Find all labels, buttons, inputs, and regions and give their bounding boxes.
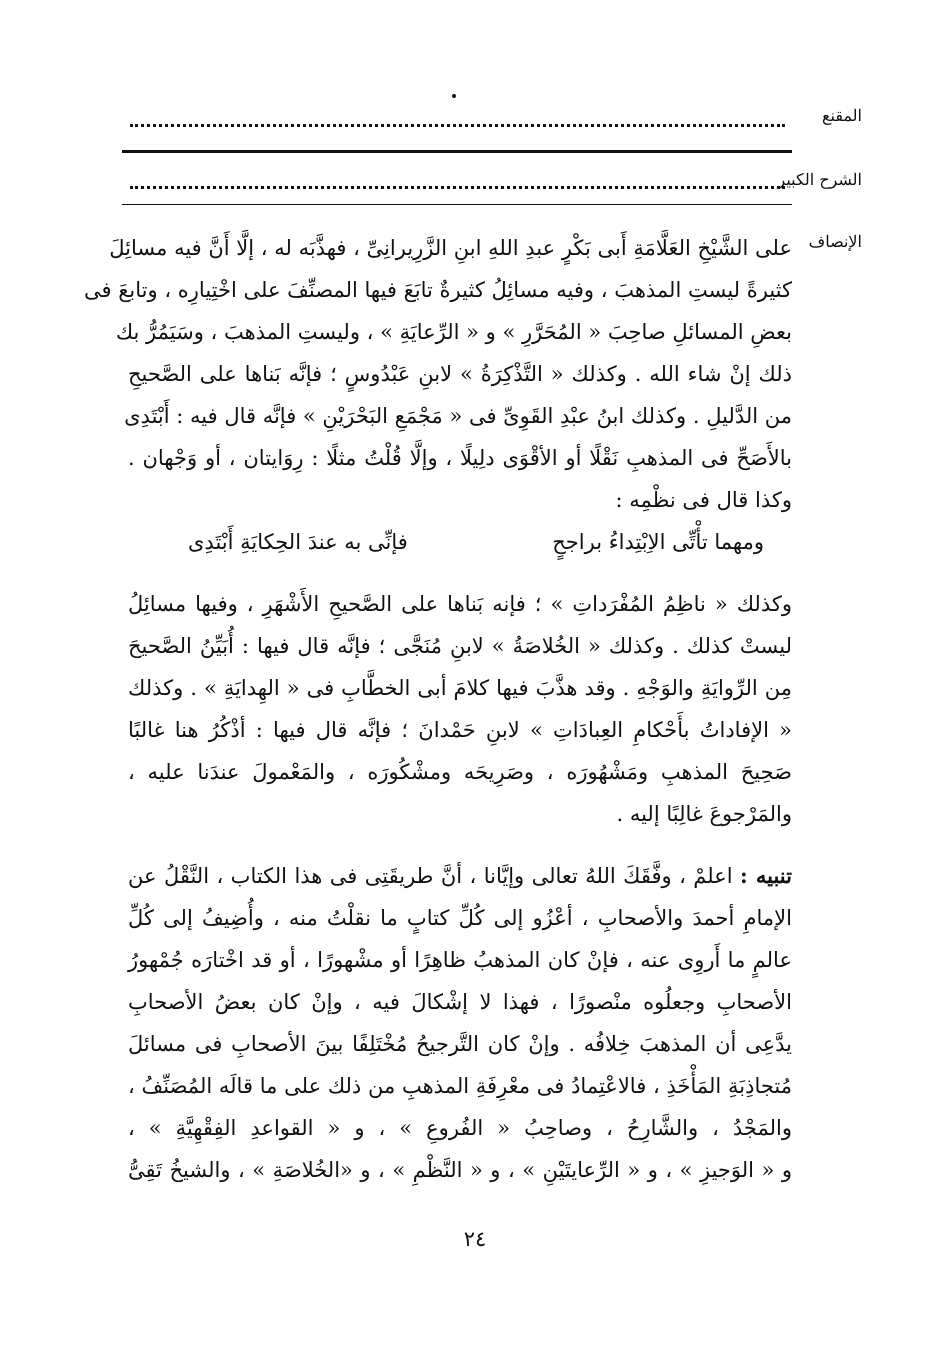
thick-divider <box>122 150 792 153</box>
text-line: وكذا قال فى نظْمِه : <box>615 488 792 512</box>
text-line: ليستْ كذلك . وكذلك « الخُلاصَةُ » لابنِ مُنَجَّى ؛ فإنَّه قال فيها : أُبَيِّنُ الصَّحيحَ <box>128 634 792 658</box>
text-line: على الشَّيْخِ العَلَّامَةِ أَبى بَكْرٍ عبدِ اللهِ ابنِ الزَّرِيرانِىِّ ، فهذَّبَه له ، إلَّا أَنَّ فيه مسائِلَ <box>109 236 792 260</box>
text-line: مِن الرِّوايَةِ والوَجْهِ . وقد هذَّبَ فيها كلامَ أبى الخطَّابِ فى « الهِدايَةِ » . وكذلك <box>128 676 792 700</box>
poetry-verse <box>128 522 792 562</box>
verse-second-hemistich: فإنِّى به عندَ الحِكايَةِ أَبْتَدِى <box>188 530 408 554</box>
text-line: بالأَصَحِّ فى المذهبِ نَقْلًا أو الأقْوَى دلِيلًا ، وإلَّا قُلْتُ مثلًا : رِوَايتان ، أو وَجْهان . <box>128 446 792 470</box>
margin-label-insaf: الإنصاف <box>808 232 862 251</box>
text-line: الأصحابِ وجعلُوه منْصورًا ، فهذا لا إشْكالَ فيه ، وإنْ كان بعضُ الأصحابِ <box>128 990 792 1014</box>
text-line: عالمٍ ما أَروِى عنه ، فإنْ كان المذهبُ ظاهِرًا أو مشْهورًا ، أو قد اخْتارَه جُمْهورُ <box>128 948 792 972</box>
verse-first-hemistich: ومهما تأْتِّى الاِبْتِداءُ براجحٍ <box>552 530 764 554</box>
text-line: مُتجاذِبَةِ المَأْخَذِ ، فالاعْتِمادُ فى معْرِفَةِ المذهبِ من ذلك على ما قالَه المُصَنِّفُ ، <box>128 1074 792 1098</box>
text-line: وكذلك « ناظِمُ المُفْرَداتِ » ؛ فإنه بَناها على الصَّحيحِ الأَشْهَرِ ، وفيها مسائِلُ <box>128 592 792 616</box>
text-line: كثيرةً ليستِ المذهبَ ، وفيه مسائِلُ كثيرةٌ تابَعَ فيها المصنِّفَ على اخْتِيارِه ، وتابعَ فى <box>84 278 792 302</box>
text-line: والمَرْجوعَ غالِبًا إليه . <box>616 802 792 826</box>
ink-dot <box>452 94 456 98</box>
text-line: الإمامِ أحمدَ والأصحابِ ، أعْزُو إلى كُلِّ كتابٍ ما نقلْتُ منه ، وأُضِيفُ إلى كُلِّ <box>128 906 792 930</box>
text-line: صَحِيحَ المذهبِ ومَشْهُورَه ، وصَرِيحَه ومشْكُورَه ، والمَعْمولَ عندَنا عليه ، <box>128 760 792 784</box>
tanbih-text: اعلمْ ، وفَّقَكَ اللهُ تعالى وإيَّانا ، أنَّ طريقَتِى فى هذا الكتاب ، النَّقْلُ عن <box>128 864 733 888</box>
text-line: والمَجْدُ ، والشَّارِحُ ، وصاحِبُ « الفُروعِ » ، و « القواعدِ الفِقْهِيَّةِ » ، <box>128 1116 792 1140</box>
margin-label-sharh: الشرح الكبير <box>777 170 862 189</box>
margin-label-muqni: المقنع <box>821 106 862 125</box>
text-line: بعضِ المسائلِ صاحِبَ « المُحَرَّرِ » و « الرِّعايَةِ » ، وليستِ المذهبَ ، وسَيَمُرُّ بك <box>115 320 792 344</box>
muqni-dotted-placeholder <box>130 124 785 127</box>
page-number: ٢٤ <box>463 1227 487 1251</box>
text-line <box>128 856 792 896</box>
sharh-dotted-placeholder <box>130 186 785 189</box>
text-line: يدَّعِى أن المذهبَ خِلافُه . وإنْ كان التَّرجيحُ مُخْتَلِفًا بينَ الأصحابِ فى مسائلَ <box>128 1032 792 1056</box>
text-line: و « الوَجيزِ » ، و « الرِّعايتَيْنِ » ، و « النَّظْمِ » ، و «الخُلاصَةِ » ، والشيخُ تَقِىُّ <box>128 1158 792 1182</box>
text-line: « الإفاداتُ بأَحْكامِ العِبادَاتِ » لابنِ حَمْدانَ ؛ فإنَّه قال فيها : أذْكُرُ هنا غالبًا <box>128 718 792 742</box>
tanbih-label: تنبيه : <box>740 863 792 888</box>
text-line: من الدَّليلِ . وكذلك ابنُ عبْدِ القَوِىِّ فى « مَجْمَعِ البَحْرَيْنِ » فإنَّه قال فيه : أَبْتَدِى <box>124 404 792 428</box>
text-line: ذلك إنْ شاء الله . وكذلك « التَّذْكِرَةُ » لابنِ عَبْدُوسٍ ؛ فإنَّه بَناها على الصَّحيحِ <box>128 362 792 386</box>
thin-divider <box>122 204 792 205</box>
